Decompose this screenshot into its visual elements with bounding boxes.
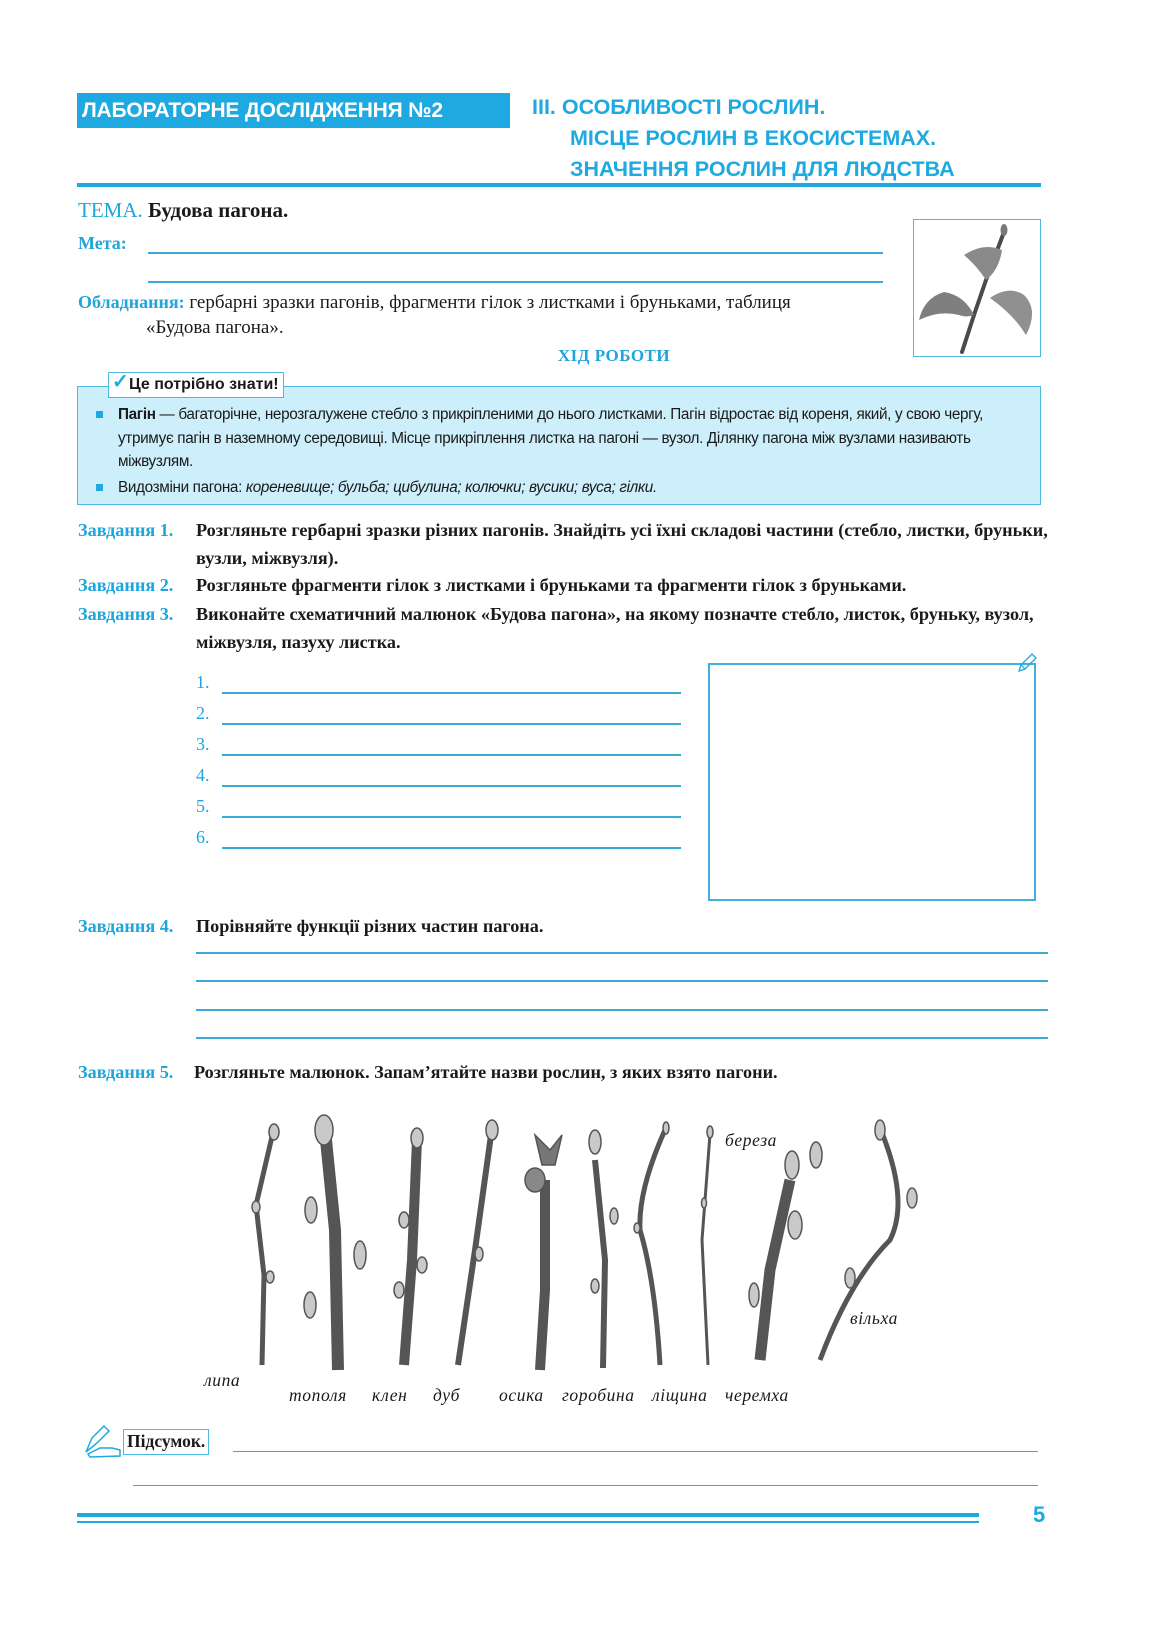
section-title-line-2: МІСЦЕ РОСЛИН В ЕКОСИСТЕМАХ.	[570, 126, 937, 150]
page-number: 5	[1033, 1502, 1046, 1527]
task-2	[78, 571, 1050, 599]
task-4	[78, 912, 1050, 940]
answer-line[interactable]	[222, 785, 681, 787]
plant-label-oak: дуб	[433, 1385, 460, 1405]
footer-rule-thin	[77, 1521, 979, 1523]
answer-number: 5.	[196, 796, 210, 816]
shoot-photo	[913, 219, 1041, 357]
equipment-label: Обладнання:	[78, 292, 185, 312]
info-lead: Видозміни пагона:	[118, 478, 246, 496]
plant-label-hazel: ліщина	[652, 1385, 708, 1405]
task-1-label: Завдання 1.	[78, 520, 174, 540]
answer-number: 6.	[196, 827, 210, 847]
pencil-icon	[1016, 652, 1038, 674]
info-box-title-text: Це потрібно знати!	[129, 376, 279, 393]
bullet-icon	[96, 411, 103, 418]
topic-label: ТЕМА.	[78, 198, 143, 222]
answer-number: 4.	[196, 765, 210, 785]
task-5	[78, 1058, 1050, 1086]
equipment-text: гербарні зразки пагонів, фрагменти гілок з листками і бруньками, таблиця	[189, 292, 791, 313]
equipment-text-cont: «Будова пагона».	[146, 317, 284, 338]
answer-number: 3.	[196, 734, 210, 754]
plant-label-lime: липа	[204, 1370, 241, 1390]
goal-answer-line-2[interactable]	[148, 281, 883, 283]
section-title-line-3: ЗНАЧЕННЯ РОСЛИН ДЛЯ ЛЮДСТВА	[570, 157, 955, 181]
summary-label: Підсумок.	[123, 1429, 209, 1455]
task-3	[78, 600, 1050, 656]
plant-label-rowan: горобина	[562, 1385, 635, 1405]
workflow-heading	[0, 346, 1152, 366]
task-2-label: Завдання 2.	[78, 575, 174, 595]
task-3-text: Виконайте схематичний малюнок «Будова пагона», на якому позначте стебло, листок, бруньку, вузол, міжвузля, пазуху листка.	[196, 604, 1034, 652]
drawing-area[interactable]	[708, 663, 1036, 901]
lab-badge: ЛАБОРАТОРНЕ ДОСЛІДЖЕННЯ №2	[77, 93, 510, 128]
workflow-heading-text: ХІД РОБОТИ	[557, 346, 671, 365]
twigs-drawing	[190, 1110, 970, 1380]
answer-line[interactable]	[222, 723, 681, 725]
writing-hand-icon	[82, 1424, 122, 1460]
plant-label-bird-cherry: черемха	[725, 1385, 789, 1405]
header-rule	[77, 183, 1041, 187]
equipment	[78, 290, 898, 340]
task-1	[78, 516, 1050, 572]
task-4-answer-line-1[interactable]	[196, 952, 1048, 954]
goal-answer-line-1[interactable]	[148, 252, 883, 254]
task-5-label: Завдання 5.	[78, 1062, 174, 1082]
plant-label-poplar: тополя	[289, 1385, 347, 1405]
info-item-shoot	[118, 403, 1038, 474]
checkmark-icon: ✓	[112, 371, 129, 393]
task-4-label: Завдання 4.	[78, 916, 174, 936]
section-title	[532, 92, 955, 185]
task-1-text: Розгляньте гербарні зразки різних пагонів. Знайдіть усі їхні складові частини (стебло, листки, бруньки, вузли, міжвузля).	[196, 520, 1048, 568]
answer-line[interactable]	[222, 847, 681, 849]
topic	[78, 198, 288, 223]
task-4-answer-line-2[interactable]	[196, 980, 1048, 982]
info-italic-list: кореневище; бульба; цибулина; колючки; вусики; вуса; гілки.	[245, 478, 657, 496]
answer-line[interactable]	[222, 692, 681, 694]
info-definition: — багаторічне, нерозгалужене стебло з прикріпленими до нього листками. Пагін відростає від кореня, який, у свою чергу, утримує пагін в наземному середовищі. Місце прикріплення листка на пагоні — вузол. Ділянку пагона між вузлами називають міжвузлям.	[118, 406, 984, 470]
task-4-answer-line-4[interactable]	[196, 1037, 1048, 1039]
bullet-icon	[96, 484, 103, 491]
task-4-answer-line-3[interactable]	[196, 1009, 1048, 1011]
plant-label-birch: береза	[725, 1130, 778, 1150]
answer-line[interactable]	[222, 754, 681, 756]
task-2-text: Розгляньте фрагменти гілок з листками і бруньками та фрагменти гілок з бруньками.	[196, 575, 907, 595]
summary-answer-line-1[interactable]	[233, 1451, 1038, 1452]
answer-number: 1.	[196, 672, 210, 692]
task-3-label: Завдання 3.	[78, 604, 174, 624]
goal-row	[78, 233, 127, 254]
twigs-illustration	[190, 1110, 970, 1420]
info-item-modifications	[118, 476, 1038, 500]
plant-label-alder: вільха	[850, 1308, 898, 1328]
section-title-line-1: ІІІ. ОСОБЛИВОСТІ РОСЛИН.	[532, 95, 826, 119]
answer-number: 2.	[196, 703, 210, 723]
plant-label-maple: клен	[372, 1385, 408, 1405]
summary-answer-line-2[interactable]	[133, 1485, 1038, 1486]
task-5-text: Розгляньте малюнок. Запам’ятайте назви рослин, з яких взято пагони.	[194, 1062, 778, 1082]
info-term: Пагін	[118, 406, 156, 423]
task-4-text: Порівняйте функції різних частин пагона.	[196, 916, 544, 936]
plant-label-aspen: осика	[499, 1385, 544, 1405]
footer-rule	[77, 1513, 979, 1517]
info-box-content	[118, 403, 1038, 499]
shoot-photo-image	[914, 220, 1039, 355]
info-box-title	[108, 372, 284, 398]
topic-value: Будова пагона.	[148, 198, 289, 222]
goal-label: Мета:	[78, 233, 127, 253]
answer-line[interactable]	[222, 816, 681, 818]
